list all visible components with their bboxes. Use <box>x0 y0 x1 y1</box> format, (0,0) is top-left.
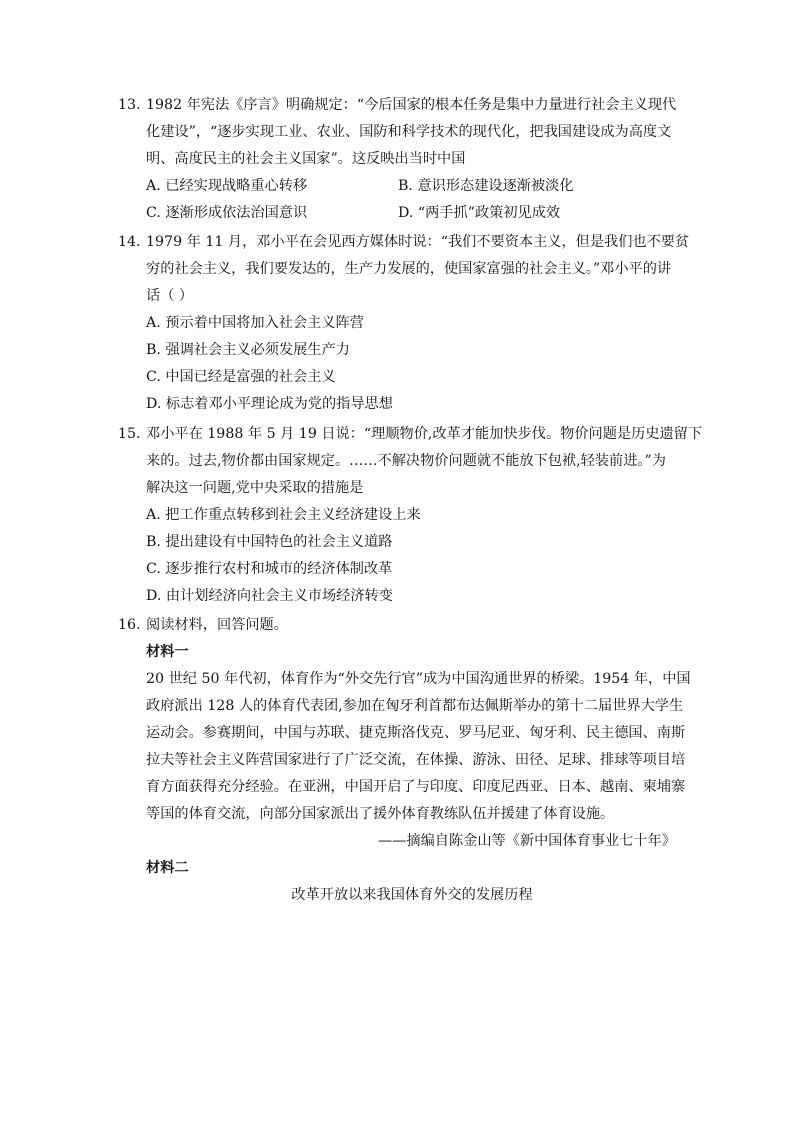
question-16 <box>118 612 691 909</box>
stem-line: 来的。过去,物价都由国家规定。……不解决物价问题就不能放下包袱,轻装前进。”为 <box>146 453 666 469</box>
question-13 <box>118 92 678 227</box>
material-line: 育方面获得充分经验。在亚洲，中国开启了与印度、印度尼西亚、日本、越南、柬埔寨 <box>146 779 686 795</box>
material-line: 运动会。参赛期间，中国与苏联、捷克斯洛伐克、罗马尼亚、匈牙利、民主德国、南斯 <box>146 725 686 741</box>
stem-line: 1982 年宪法《序言》明确规定：“今后国家的根本任务是集中力量进行社会主义现代 <box>146 97 677 113</box>
question-number: 15. <box>118 426 141 442</box>
question-15 <box>118 421 703 610</box>
stem-line: 话（ ） <box>146 288 194 304</box>
stem-line: 邓小平在 1988 年 5 月 19 日说：“理顺物价,改革才能加快步伐。物价问题是历史遗留下 <box>146 426 703 442</box>
option-d[interactable]: D. “两手抓”政策初见成效 <box>398 205 561 221</box>
question-stem <box>146 92 678 173</box>
question-stem <box>146 229 690 310</box>
question-14 <box>118 229 690 418</box>
material-1-text <box>146 666 691 828</box>
option-a[interactable]: A. 把工作重点转移到社会主义经济建设上来 <box>146 507 421 523</box>
stem-line: 明、高度民主的社会主义国家”。这反映出当时中国 <box>146 151 466 167</box>
material-1-title: 材料一 <box>146 644 189 660</box>
question-number: 13. <box>118 97 141 113</box>
question-number: 14. <box>118 234 141 250</box>
material-2-title: 材料二 <box>146 860 189 876</box>
option-d[interactable]: D. 标志着邓小平理论成为党的指导思想 <box>146 396 393 412</box>
option-a[interactable]: A. 已经实现战略重心转移 <box>146 178 308 194</box>
material-line: 20 世纪 50 年代初，体育作为“外交先行官”成为中国沟通世界的桥梁。1954 年，中国 <box>146 671 691 687</box>
option-b[interactable]: B. 强调社会主义必须发展生产力 <box>146 342 350 358</box>
question-intro: 阅读材料，回答问题。 <box>146 617 288 633</box>
option-c[interactable]: C. 逐步推行农村和城市的经济体制改革 <box>146 561 393 577</box>
material-line: 政府派出 128 人的体育代表团,参加在匈牙利首都布达佩斯举办的第十二届世界大学生 <box>146 698 684 714</box>
material-line: 拉夫等社会主义阵营国家进行了广泛交流，在体操、游泳、田径、足球、排球等项目培 <box>146 752 686 768</box>
option-d[interactable]: D. 由计划经济向社会主义市场经济转变 <box>146 588 393 604</box>
stem-line: 解决这一问题,党中央采取的措施是 <box>146 480 364 496</box>
options <box>146 173 678 227</box>
option-b[interactable]: B. 提出建设有中国特色的社会主义道路 <box>146 534 393 550</box>
material-1-source: ——摘编自陈金山等《新中国体育事业七十年》 <box>378 833 676 849</box>
stem-line: 穷的社会主义，我们要发达的，生产力发展的，使国家富强的社会主义。”邓小平的讲 <box>146 261 672 277</box>
option-c[interactable]: C. 中国已经是富强的社会主义 <box>146 369 336 385</box>
stem-line: 1979 年 11 月，邓小平在会见西方媒体时说：“我们不要资本主义，但是我们也不要贫 <box>146 234 690 250</box>
material-line: 等国的体育交流，向部分国家派出了援外体育教练队伍并援建了体育设施。 <box>146 806 615 822</box>
option-c[interactable]: C. 逐渐形成依法治国意识 <box>146 205 308 221</box>
material-2-heading: 改革开放以来我国体育外交的发展历程 <box>291 887 533 903</box>
option-a[interactable]: A. 预示着中国将加入社会主义阵营 <box>146 315 364 331</box>
stem-line: 化建设”，“逐步实现工业、农业、国防和科学技术的现代化，把我国建设成为高度文 <box>146 124 672 140</box>
question-number: 16. <box>118 617 141 633</box>
option-b[interactable]: B. 意识形态建设逐渐被淡化 <box>398 178 574 194</box>
question-stem <box>146 421 703 502</box>
